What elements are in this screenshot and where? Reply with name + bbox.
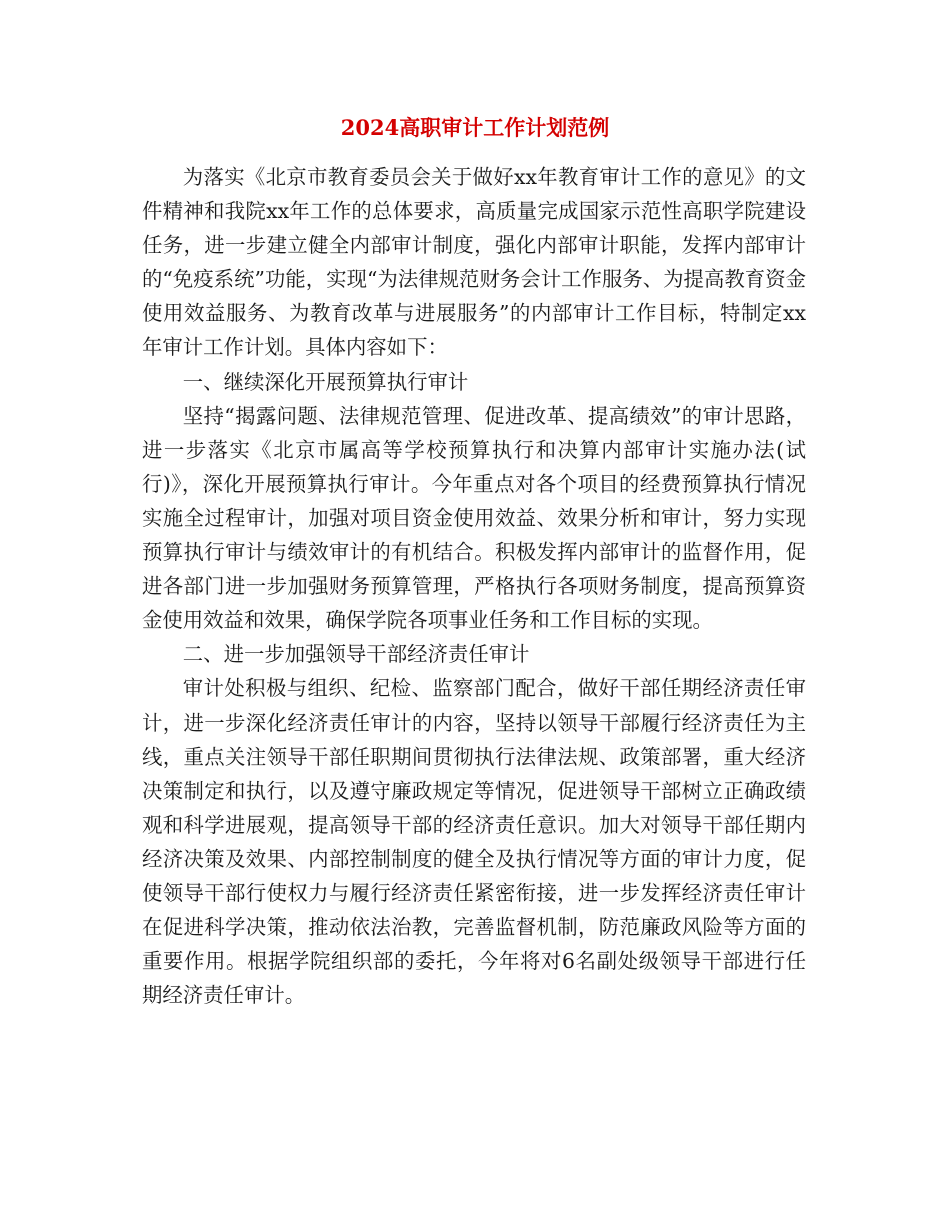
section-heading-2: 二、进一步加强领导干部经济责任审计 — [182, 642, 530, 667]
paragraph-intro: 为落实《北京市教育委员会关于做好xx年教育审计工作的意见》的文件精神和我院xx年工作的总体要求，高质量完成国家示范性高职学院建设任务，进一步建立健全内部审计制度，强化内部审计职能，发挥内部审计的“免疫系统”功能，实现“为法律规范财务会计工作服务、为提高教育资金使用效益服务、为教育改革与进展服务”的内部审计工作目标，特制定xx年审计工作计划。具体内容如下： — [142, 165, 806, 360]
paragraph-budget-audit: 坚持“揭露问题、法律规范管理、促进改革、提高绩效”的审计思路，进一步落实《北京市属高等学校预算执行和决算内部审计实施办法(试行)》，深化开展预算执行审计。今年重点对各个项目的经费预算执行情况实施全过程审计，加强对项目资金使用效益、效果分析和审计，努力实现预算执行审计与绩效审计的有机结合。积极发挥内部审计的监督作用，促进各部门进一步加强财务预算管理，严格执行各项财务制度，提高预算资金使用效益和效果，确保学院各项事业任务和工作目标的实现。 — [142, 403, 806, 633]
document-title: 2024高职审计工作计划范例 — [340, 115, 610, 140]
document-body — [142, 160, 806, 1012]
paragraph-economic-responsibility-audit: 审计处积极与组织、纪检、监察部门配合，做好干部任期经济责任审计，进一步深化经济责任审计的内容，坚持以领导干部履行经济责任为主线，重点关注领导干部任职期间贯彻执行法律法规、政策部署，重大经济决策制定和执行，以及遵守廉政规定等情况，促进领导干部树立正确政绩观和科学进展观，提高领导干部的经济责任意识。加大对领导干部任期内经济决策及效果、内部控制制度的健全及执行情况等方面的审计力度，促使领导干部行使权力与履行经济责任紧密衔接，进一步发挥经济责任审计在促进科学决策，推动依法治教，完善监督机制，防范廉政风险等方面的重要作用。根据学院组织部的委托，今年将对6名副处级领导干部进行任期经济责任审计。 — [142, 676, 806, 1008]
section-heading-1: 一、继续深化开展预算执行审计 — [182, 369, 469, 394]
